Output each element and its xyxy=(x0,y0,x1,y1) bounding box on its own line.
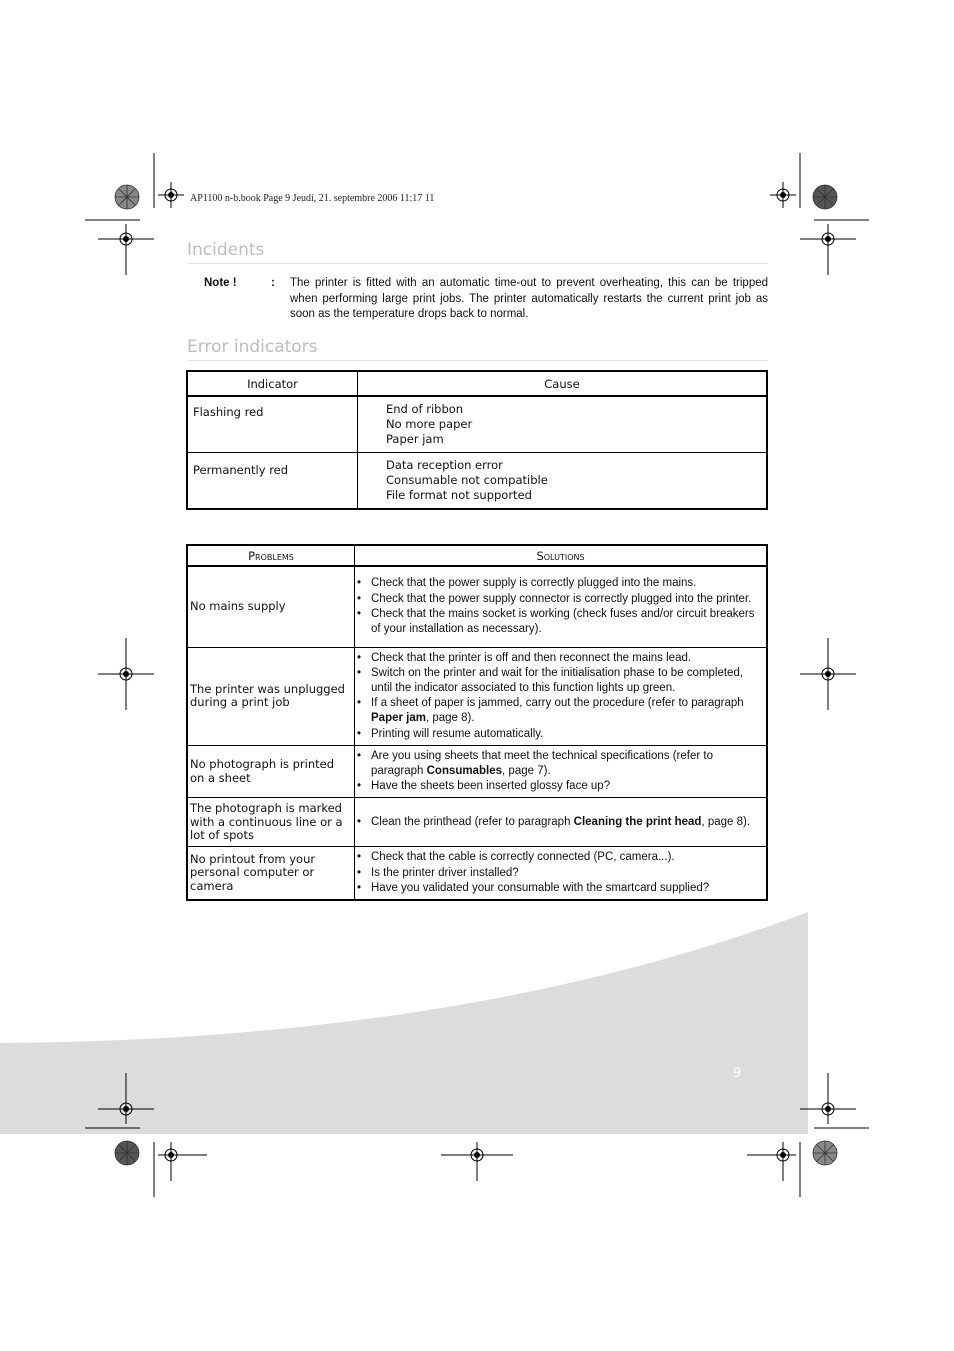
solution-item: • Check that the power supply connector is correctly plugged into the printer. xyxy=(357,592,760,607)
book-header-line: AP1100 n-b.book Page 9 Jeudi, 21. septembre 2006 11:17 11 xyxy=(190,193,435,204)
solutions-header: Solutions xyxy=(355,545,768,566)
table-row xyxy=(187,847,767,900)
cause-item: End of ribbon xyxy=(386,402,464,416)
solution-item: • Switch on the printer and wait for the initialisation phase to be completed, until the indicator associated to this function lights up green. xyxy=(357,666,760,696)
solution-item: • Is the printer driver installed? xyxy=(357,866,760,881)
cause-item: File format not supported xyxy=(386,488,532,502)
error-indicators-title: Error indicators xyxy=(187,337,318,357)
solution-text: , page 7). xyxy=(502,764,551,777)
cause-item: Consumable not compatible xyxy=(386,473,548,487)
solution-item: • Check that the cable is correctly connected (PC, camera...). xyxy=(357,850,760,865)
solution-item: • Check that the mains socket is working (check fuses and/or circuit breakers of your installation as necessary). xyxy=(357,607,760,637)
cause-item: No more paper xyxy=(386,417,473,431)
error-indicators-table xyxy=(186,370,768,510)
incidents-rule xyxy=(187,263,768,264)
solution-item xyxy=(357,696,760,726)
solution-cell xyxy=(355,745,768,798)
solution-cell xyxy=(355,798,768,847)
table-row xyxy=(187,453,767,510)
problems-header: Problems xyxy=(187,545,355,566)
cause-cell xyxy=(358,396,768,453)
table-row xyxy=(187,798,767,847)
indicator-cell: Flashing red xyxy=(187,396,358,453)
cause-header: Cause xyxy=(358,371,768,396)
note-colon: : xyxy=(271,277,275,289)
solution-cell xyxy=(355,647,768,745)
solution-item: • Have you validated your consumable with the smartcard supplied? xyxy=(357,881,760,896)
problem-cell: The printer was unplugged during a print job xyxy=(187,647,355,745)
table-header-row xyxy=(187,545,767,566)
problems-solutions-table xyxy=(186,544,768,901)
indicator-header: Indicator xyxy=(187,371,358,396)
solution-item: • Have the sheets been inserted glossy face up? xyxy=(357,779,760,794)
solution-item: • Check that the power supply is correctly plugged into the mains. xyxy=(357,576,760,591)
solution-cell xyxy=(355,566,768,647)
solution-text: Are you using sheets that meet the technical specifications (refer to paragraph xyxy=(371,749,713,777)
problem-cell: No printout from your personal computer or camera xyxy=(187,847,355,900)
error-indicators-rule xyxy=(187,360,768,361)
solution-item xyxy=(357,749,760,779)
table-row xyxy=(187,647,767,745)
table-header-row xyxy=(187,371,767,396)
solution-item xyxy=(357,815,760,830)
solution-text: , page 8). xyxy=(425,712,475,725)
note-text: The printer is fitted with an automatic time-out to prevent overheating, this can be tripped when performing large print jobs. The printer automatically restarts the current print job as soon as the temperature drops back to normal. xyxy=(290,277,768,320)
problem-cell: No photograph is printed on a sheet xyxy=(187,745,355,798)
cause-cell xyxy=(358,453,768,510)
solution-cell xyxy=(355,847,768,900)
table-row xyxy=(187,566,767,647)
cleaning-reference: Cleaning the print head xyxy=(573,815,702,828)
incidents-title: Incidents xyxy=(187,240,265,260)
solution-text: Clean the printhead (refer to paragraph xyxy=(371,815,574,828)
cause-item: Data reception error xyxy=(386,458,503,472)
note-label: Note ! xyxy=(204,277,237,289)
solution-item: • Check that the printer is off and then reconnect the mains lead. xyxy=(357,651,760,666)
cause-item: Paper jam xyxy=(386,432,444,446)
consumables-reference: Consumables xyxy=(426,764,503,777)
problem-cell: The photograph is marked with a continuous line or a lot of spots xyxy=(187,798,355,847)
table-row xyxy=(187,745,767,798)
table-row xyxy=(187,396,767,453)
solution-item: • Printing will resume automatically. xyxy=(357,727,760,742)
problem-cell: No mains supply xyxy=(187,566,355,647)
page-number: 9 xyxy=(733,1066,742,1081)
paper-jam-reference: Paper jam xyxy=(371,712,426,725)
indicator-cell: Permanently red xyxy=(187,453,358,510)
solution-text: , page 8). xyxy=(701,815,751,828)
solution-text: If a sheet of paper is jammed, carry out the procedure (refer to paragraph xyxy=(371,697,744,710)
